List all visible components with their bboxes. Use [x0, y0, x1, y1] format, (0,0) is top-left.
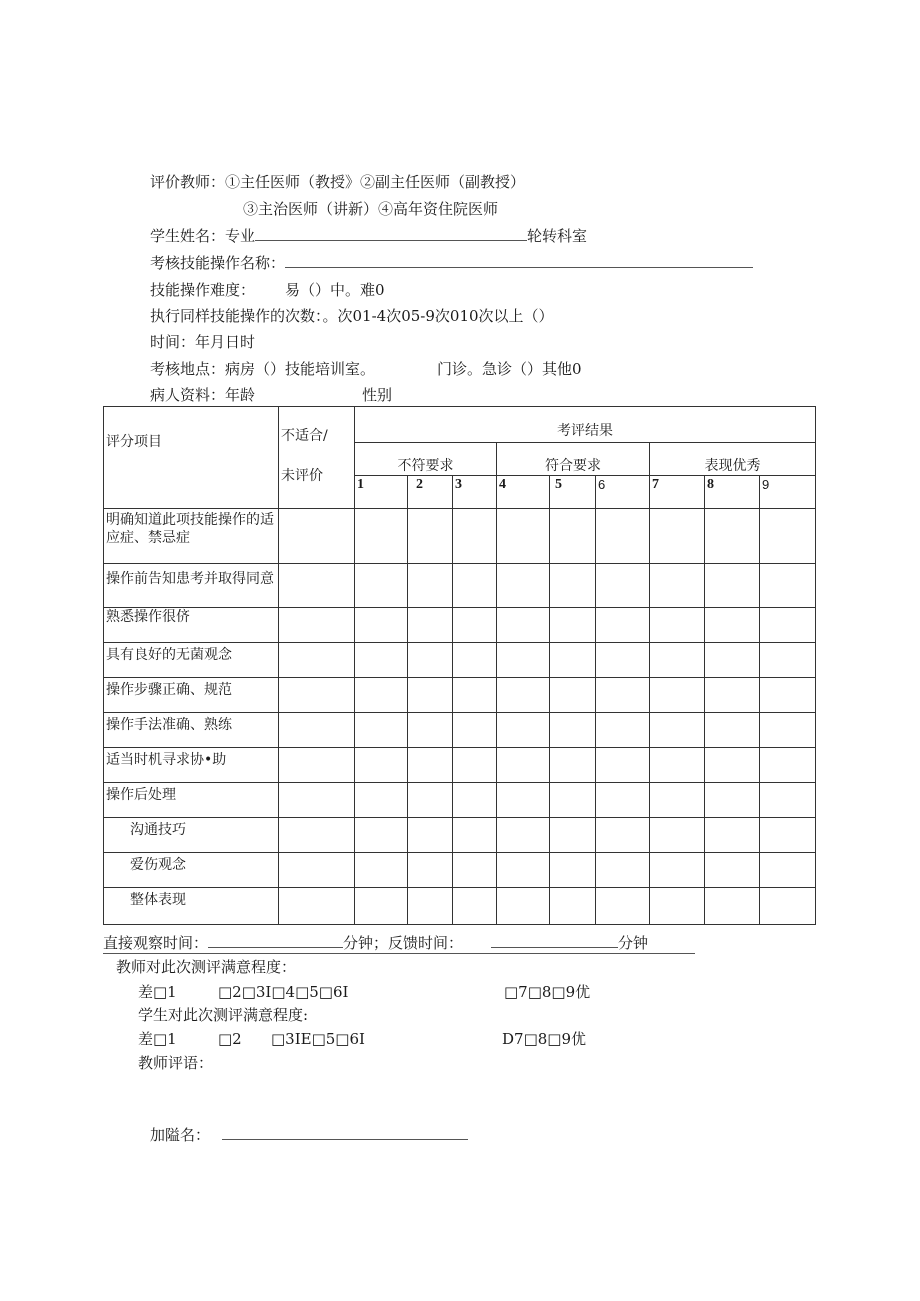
cell-2[interactable] [408, 888, 453, 925]
cell-6[interactable] [596, 509, 650, 564]
cell-1[interactable] [355, 853, 408, 888]
skill-name-blank[interactable] [285, 253, 753, 268]
signature-label: 加隘名： [150, 1126, 211, 1144]
cell-2[interactable] [408, 713, 453, 748]
student-scale-mid[interactable]: □3IE□5□6I [271, 1030, 365, 1048]
cell-8[interactable] [705, 713, 760, 748]
teacher-line [150, 172, 525, 192]
row-label: 明确知道此项技能操作的适应症、禁忌症 [104, 509, 279, 564]
patient-label: 病人资料：年龄 [150, 386, 256, 404]
cell-5[interactable] [550, 783, 596, 818]
cell-1[interactable] [355, 783, 408, 818]
cell-1[interactable] [355, 713, 408, 748]
cell-2[interactable] [408, 853, 453, 888]
cell-5[interactable] [550, 748, 596, 783]
score-2: 2 [408, 476, 453, 509]
cell-na[interactable] [279, 818, 355, 853]
cell-5[interactable] [550, 713, 596, 748]
score-6: 6 [596, 476, 650, 509]
table-row [104, 608, 816, 643]
cell-7[interactable] [650, 748, 705, 783]
cell-9[interactable] [760, 713, 816, 748]
item-header: 评分项目 [104, 407, 279, 509]
cell-7[interactable] [650, 853, 705, 888]
cell-5[interactable] [550, 643, 596, 678]
time-line: 时间：年月日时 [150, 333, 256, 351]
cell-9[interactable] [760, 853, 816, 888]
cell-3[interactable] [453, 818, 497, 853]
table-row [104, 783, 816, 818]
cell-2[interactable] [408, 748, 453, 783]
cell-3[interactable] [453, 643, 497, 678]
table-row [104, 748, 816, 783]
cell-9[interactable] [760, 509, 816, 564]
table-row [104, 509, 816, 564]
row-label: 操作后处理 [104, 783, 279, 818]
cell-3[interactable] [453, 713, 497, 748]
cell-6[interactable] [596, 853, 650, 888]
cell-1[interactable] [355, 818, 408, 853]
table-row [104, 713, 816, 748]
cell-na[interactable] [279, 564, 355, 608]
teacher-scale-left[interactable]: 差□1 [138, 983, 177, 1001]
cell-3[interactable] [453, 888, 497, 925]
cell-2[interactable] [408, 608, 453, 643]
cell-6[interactable] [596, 748, 650, 783]
cell-8[interactable] [705, 783, 760, 818]
times-line [150, 306, 554, 326]
na-header-line-1: 不适合/ [281, 428, 328, 444]
cell-na[interactable] [279, 643, 355, 678]
cell-7[interactable] [650, 783, 705, 818]
gender-label: 性别 [362, 386, 393, 404]
cell-4[interactable] [497, 888, 550, 925]
table-row [104, 643, 816, 678]
observe-line [103, 933, 648, 953]
cell-9[interactable] [760, 643, 816, 678]
cell-9[interactable] [760, 888, 816, 925]
cell-2[interactable] [408, 678, 453, 713]
cell-2[interactable] [408, 509, 453, 564]
cell-5[interactable] [550, 564, 596, 608]
location-line [150, 359, 582, 379]
cell-8[interactable] [705, 509, 760, 564]
cell-3[interactable] [453, 853, 497, 888]
teacher-label: 评价教师： [150, 173, 226, 191]
cell-3[interactable] [453, 783, 497, 818]
cell-7[interactable] [650, 608, 705, 643]
teacher-scale-mid[interactable]: □2□3I□4□5□6I [218, 983, 349, 1001]
table-row [104, 853, 816, 888]
cell-4[interactable] [497, 564, 550, 608]
cell-8[interactable] [705, 564, 760, 608]
table-row [104, 564, 816, 608]
cell-4[interactable] [497, 608, 550, 643]
na-header [279, 407, 355, 509]
cell-3[interactable] [453, 678, 497, 713]
cell-4[interactable] [497, 748, 550, 783]
difficulty-line [150, 280, 385, 300]
row-label: 具有良好的无菌观念 [104, 643, 279, 678]
signature-blank[interactable] [222, 1125, 468, 1140]
score-4: 4 [497, 476, 550, 509]
row-label: 操作步骤正确、规范 [104, 678, 279, 713]
difficulty-options: 易（）中。难0 [285, 281, 385, 299]
skill-name-line [150, 253, 753, 273]
skill-name-label: 考核技能操作名称： [150, 254, 286, 272]
cell-7[interactable] [650, 713, 705, 748]
result-header: 考评结果 [355, 407, 816, 443]
feedback-minutes-blank[interactable] [491, 933, 618, 948]
cell-7[interactable] [650, 818, 705, 853]
cell-7[interactable] [650, 564, 705, 608]
cell-6[interactable] [596, 643, 650, 678]
cell-8[interactable] [705, 748, 760, 783]
group-fail: 不符要求 [355, 443, 497, 476]
student-satisfaction-label: 学生对此次测评满意程度: [138, 1006, 309, 1024]
student-scale-2[interactable]: □2 [218, 1030, 242, 1048]
table-row [104, 678, 816, 713]
cell-8[interactable] [705, 608, 760, 643]
cell-7[interactable] [650, 888, 705, 925]
cell-8[interactable] [705, 643, 760, 678]
cell-2[interactable] [408, 564, 453, 608]
student-scale-left[interactable]: 差□1 [138, 1030, 177, 1048]
header-row-1 [104, 407, 816, 443]
row-label: 操作手法准确、熟练 [104, 713, 279, 748]
row-label: 沟通技巧 [104, 818, 279, 853]
cell-6[interactable] [596, 818, 650, 853]
times-label: 执行同样技能操作的次数： [150, 307, 323, 325]
cell-9[interactable] [760, 564, 816, 608]
cell-4[interactable] [497, 783, 550, 818]
location-options: 门诊。急诊（）其他0 [437, 360, 582, 378]
cell-na[interactable] [279, 748, 355, 783]
cell-1[interactable] [355, 608, 408, 643]
cell-5[interactable] [550, 608, 596, 643]
score-3: 3 [453, 476, 497, 509]
cell-6[interactable] [596, 888, 650, 925]
cell-4[interactable] [497, 818, 550, 853]
table-row [104, 818, 816, 853]
student-line [150, 226, 587, 246]
cell-6[interactable] [596, 713, 650, 748]
score-7: 7 [650, 476, 705, 509]
row-label: 熟悉操作很侪 [104, 608, 279, 643]
rotation-label: 轮转科室 [527, 227, 588, 245]
evaluation-table [103, 406, 816, 925]
cell-1[interactable] [355, 748, 408, 783]
cell-6[interactable] [596, 564, 650, 608]
score-5: 5 [550, 476, 596, 509]
cell-5[interactable] [550, 853, 596, 888]
cell-1[interactable] [355, 509, 408, 564]
teacher-options-2: ③主治医师（讲新）④高年资住院医师 [243, 200, 499, 218]
cell-7[interactable] [650, 643, 705, 678]
table-row [104, 888, 816, 925]
observe-minutes-blank[interactable] [208, 933, 343, 948]
cell-3[interactable] [453, 748, 497, 783]
cell-9[interactable] [760, 678, 816, 713]
cell-9[interactable] [760, 783, 816, 818]
cell-4[interactable] [497, 713, 550, 748]
times-options: 。次01-4次05-9次010次以上（） [322, 307, 554, 325]
cell-5[interactable] [550, 678, 596, 713]
cell-5[interactable] [550, 818, 596, 853]
cell-2[interactable] [408, 783, 453, 818]
cell-7[interactable] [650, 509, 705, 564]
comment-label: 教师评语： [138, 1054, 214, 1072]
major-blank[interactable] [255, 226, 527, 241]
cell-na[interactable] [279, 509, 355, 564]
cell-3[interactable] [453, 509, 497, 564]
signature-line [150, 1125, 468, 1145]
cell-6[interactable] [596, 608, 650, 643]
group-excellent: 表现优秀 [650, 443, 816, 476]
cell-1[interactable] [355, 678, 408, 713]
row-label: 操作前告知患考并取得同意 [104, 564, 279, 608]
cell-na[interactable] [279, 888, 355, 925]
minute-label-1: 分钟；反馈时间： [343, 934, 464, 952]
location-label: 考核地点：病房（）技能培训室。 [150, 360, 376, 378]
observe-label: 直接观察时间： [103, 934, 209, 952]
cell-3[interactable] [453, 564, 497, 608]
cell-4[interactable] [497, 509, 550, 564]
cell-8[interactable] [705, 888, 760, 925]
cell-7[interactable] [650, 678, 705, 713]
cell-5[interactable] [550, 509, 596, 564]
student-scale-right[interactable]: D7□8□9优 [502, 1030, 587, 1048]
cell-4[interactable] [497, 643, 550, 678]
cell-3[interactable] [453, 608, 497, 643]
row-label: 整体表现 [104, 888, 279, 925]
score-9: 9 [760, 476, 816, 509]
cell-na[interactable] [279, 678, 355, 713]
cell-5[interactable] [550, 888, 596, 925]
teacher-scale-right[interactable]: □7□8□9优 [504, 983, 591, 1001]
cell-na[interactable] [279, 783, 355, 818]
cell-8[interactable] [705, 678, 760, 713]
cell-na[interactable] [279, 713, 355, 748]
cell-9[interactable] [760, 608, 816, 643]
teacher-satisfaction-label: 教师对此次测评满意程度： [116, 958, 297, 976]
row-label: 爱伤观念 [104, 853, 279, 888]
cell-1[interactable] [355, 564, 408, 608]
score-8: 8 [705, 476, 760, 509]
cell-1[interactable] [355, 888, 408, 925]
group-pass: 符合要求 [497, 443, 650, 476]
row-label: 适当时机寻求协•助 [104, 748, 279, 783]
cell-1[interactable] [355, 643, 408, 678]
cell-9[interactable] [760, 818, 816, 853]
cell-9[interactable] [760, 748, 816, 783]
cell-8[interactable] [705, 853, 760, 888]
cell-4[interactable] [497, 678, 550, 713]
minute-label-2: 分钟 [618, 934, 649, 952]
footer-rule [103, 953, 695, 954]
score-1: 1 [355, 476, 408, 509]
na-header-line-2: 未评价 [281, 468, 323, 484]
cell-4[interactable] [497, 853, 550, 888]
cell-2[interactable] [408, 643, 453, 678]
cell-2[interactable] [408, 818, 453, 853]
cell-na[interactable] [279, 853, 355, 888]
student-label: 学生姓名：专业 [150, 227, 256, 245]
cell-na[interactable] [279, 608, 355, 643]
cell-6[interactable] [596, 783, 650, 818]
cell-8[interactable] [705, 818, 760, 853]
difficulty-label: 技能操作难度： [150, 281, 256, 299]
cell-6[interactable] [596, 678, 650, 713]
teacher-options-1: ①主任医师（教授》②副主任医师（副教授） [225, 173, 526, 191]
patient-line [150, 385, 392, 405]
